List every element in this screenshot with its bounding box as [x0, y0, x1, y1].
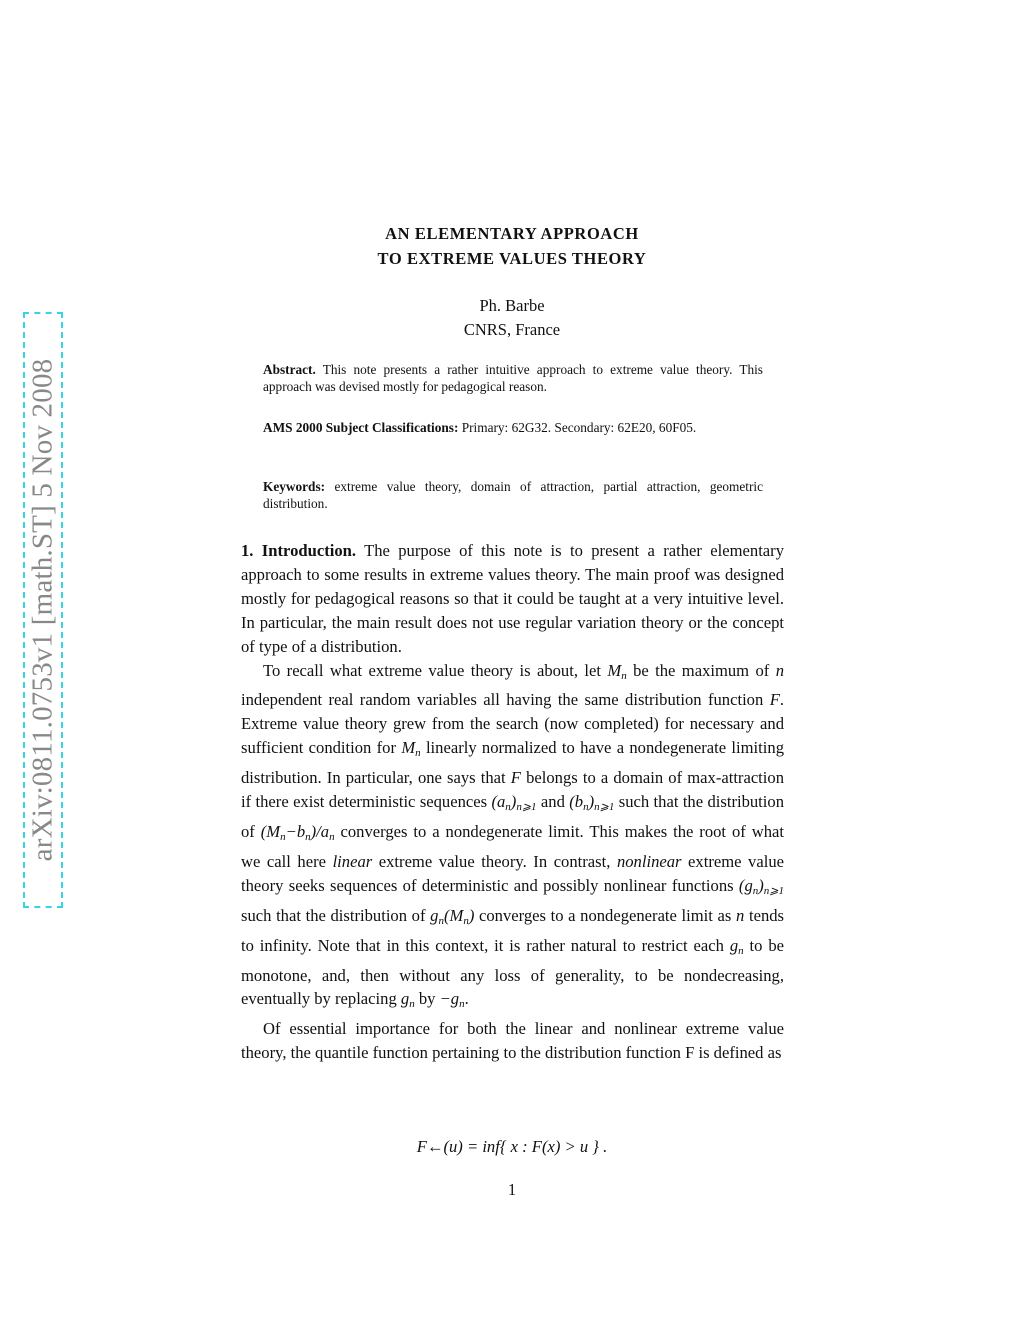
ams-classification	[263, 420, 763, 437]
p2-text: tends to infinity. Note that in this context, it is rather natural to restrict each	[241, 905, 785, 955]
title-line-2: TO EXTREME VALUES THEORY	[377, 249, 647, 268]
paragraph-3: Of essential importance for both the linear and nonlinear extreme value theory, the quantile function pertaining to the distribution function F is defined as	[241, 1019, 784, 1063]
paragraph-2	[241, 659, 784, 1018]
paragraph-1-text: The purpose of this note is to present a rather elementary approach to some results in extreme values theory. The main proof was designed mostly for pedagogical reasons so that it could be taught at a very intuitive level. In particular, the main result does not use regular variation theory or the concept of type of a distribution.	[241, 541, 784, 656]
p2-text: linearly normalized to have a nondegenerate limiting distribution. In particular, one says that	[241, 738, 784, 788]
keywords-text: extreme value theory, domain of attraction, partial attraction, geometric distribution.	[263, 479, 763, 511]
p2-text: to be monotone, and, then without any loss of generality, to be nondecreasing, eventually by replacing	[241, 935, 784, 1009]
math-symbol: $M_n$	[401, 738, 421, 760]
author-affiliation: CNRS, France	[463, 320, 561, 339]
p2-text: and	[536, 792, 570, 812]
math-symbol: $-g_n$	[439, 989, 465, 1011]
keywords	[263, 479, 763, 512]
math-symbol: $(M_n-b_n)/a_n$	[260, 821, 335, 843]
p2-text: such that the distribution of	[241, 905, 431, 925]
p2-text: be the maximum of	[626, 660, 776, 680]
arxiv-stamp	[23, 312, 63, 908]
paper-title	[0, 221, 1024, 271]
math-symbol: $(b_n)_{n⩾1}$	[569, 792, 615, 814]
math-symbol: $g_n$	[400, 989, 415, 1011]
math-symbol: $g_n(M_n)$	[430, 905, 475, 927]
p2-text: converges to a nondegenerate limit as	[474, 905, 737, 925]
math-symbol: n	[775, 660, 785, 680]
arxiv-identifier: arXiv:0811.0753v1 [math.ST] 5 Nov 2008	[26, 358, 59, 862]
math-symbol: $g_n$	[729, 935, 744, 957]
keywords-label: Keywords:	[263, 479, 326, 494]
emphasis-linear: linear	[332, 851, 373, 871]
p2-text: such that the distribution of	[241, 792, 784, 841]
math-symbol: n	[736, 905, 745, 925]
ams-label: AMS 2000 Subject Classifications:	[263, 420, 459, 435]
paragraph-1	[241, 539, 784, 659]
abstract	[263, 362, 763, 395]
abstract-label: Abstract.	[263, 362, 316, 377]
p2-text: To recall what extreme value theory is about, let	[263, 660, 608, 680]
author-block	[0, 294, 1024, 342]
page-number: 1	[507, 1180, 517, 1199]
author-name: Ph. Barbe	[479, 296, 545, 315]
p2-text: converges to a nondegenerate limit. This makes the root of what we call here	[241, 821, 784, 871]
p2-text: by	[414, 989, 440, 1009]
quantile-formula: F←(u) = inf{ x : F(x) > u } .	[416, 1137, 608, 1156]
section-heading: 1. Introduction.	[241, 541, 357, 560]
p2-text: . Extreme value theory grew from the search (now completed) for necessary and sufficient condition for	[241, 690, 784, 758]
p2-text: independent real random variables all having the same distribution function	[241, 690, 770, 710]
math-symbol: $M_n$	[607, 660, 627, 682]
ams-text: Primary: 62G32. Secondary: 62E20, 60F05.	[461, 420, 697, 435]
introduction-section	[241, 539, 784, 1065]
math-symbol: F	[510, 768, 521, 788]
emphasis-nonlinear: nonlinear	[616, 851, 682, 871]
p2-text: extreme value theory seeks sequences of deterministic and possibly nonlinear functions	[241, 851, 784, 895]
math-symbol: $(a_n)_{n⩾1}$	[491, 792, 537, 814]
p2-text: belongs to a domain of max-attraction if there exist deterministic sequences	[241, 768, 784, 812]
abstract-text: This note presents a rather intuitive approach to extreme value theory. This approach was devised mostly for pedagogical reason.	[263, 362, 763, 394]
math-symbol: $(g_n)_{n⩾1}$	[738, 875, 784, 897]
title-line-1: AN ELEMENTARY APPROACH	[385, 224, 639, 243]
p2-text: .	[464, 989, 469, 1009]
p2-text: extreme value theory. In contrast,	[372, 851, 617, 871]
math-symbol: F	[769, 690, 780, 710]
